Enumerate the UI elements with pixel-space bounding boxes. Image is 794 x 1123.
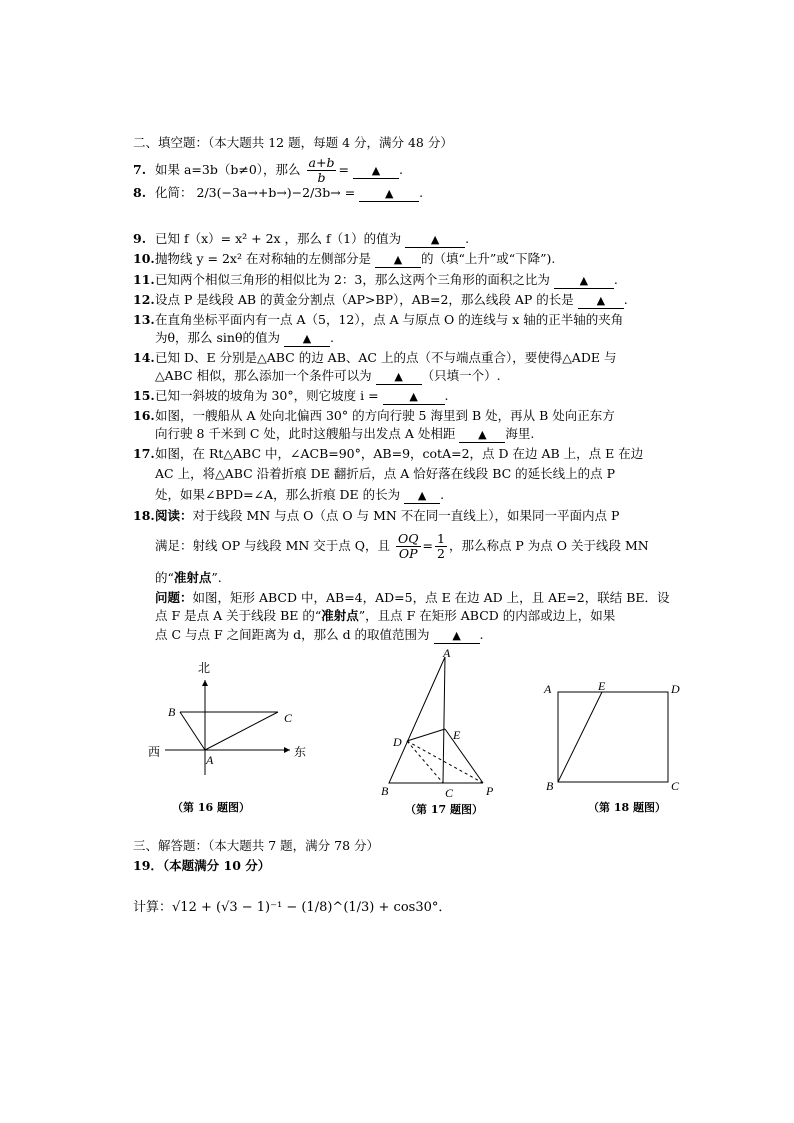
answer-blank[interactable]: ▲ [353,164,399,179]
section-heading-3: 三、解答题：（本大题共 7 题，满分 78 分） [133,838,380,853]
dashed-DC [407,741,443,783]
question-7: 7. 如果 a=3b（b≠0），那么 $\frac{a+b}{b}$ = ▲ . [133,155,403,185]
label-east: 东 [294,745,307,759]
segment-BE [558,692,602,782]
label-A: A [206,753,214,767]
math-expression: √12 + (√3 − 1)⁻¹ − (1/8)^(1/3) + cos30°． [172,900,452,915]
question-14-line2: △ABC 相似，那么添加一个条件可以为 ▲ （只填一个）. [155,368,501,383]
figure-17-caption: （第 17 题图） [405,803,483,816]
label-C: C [671,779,680,793]
fraction: $\frac{1}{2}$ [436,531,445,561]
fraction: $\frac{OQ}{OP}$ [398,531,419,561]
fraction: $\frac{a+b}{b}$ [308,155,335,185]
answer-blank[interactable]: ▲ [554,274,614,289]
question-18-problem-line2: 点 F 是点 A 关于线段 BE 的“准射点”，且点 F 在矩形 ABCD 的内部或边上，如果 [155,608,616,623]
answer-blank[interactable]: ▲ [375,253,421,268]
answer-blank[interactable]: ▲ [376,370,422,385]
question-19: 计算：√12 + (√3 − 1)⁻¹ − (1/8)^(1/3) + cos30°． [133,900,452,915]
question-16: 16.如图，一艘船从 A 处向北偏西 30° 的方向行驶 5 海里到 B 处，再从 B 处向正东方 [133,408,615,423]
label-C: C [445,786,454,800]
label-B: B [546,779,554,793]
question-13-line2: 为θ，那么 sinθ的值为 ▲ . [155,330,334,345]
question-10: 10.抛物线 y = 2x² 在对称轴的左侧部分是 ▲ 的（填“上升”或“下降”). [133,251,556,266]
figure-16 [140,660,320,790]
label-B: B [168,705,176,719]
label-D: D [393,735,402,749]
figure-18 [540,678,690,796]
question-18-problem: 问题：如图，矩形 ABCD 中，AB=4，AD=5，点 E 在边 AD 上，且 AE=2，联结 BE．设 [155,590,670,605]
answer-blank[interactable]: ▲ [578,294,624,309]
answer-blank[interactable]: ▲ [359,187,419,202]
segment-AB [180,712,205,750]
label-C: C [284,711,293,725]
segment-AC [205,712,278,750]
label-A: A [544,682,552,696]
question-18: 18.阅读：对于线段 MN 与点 O（点 O 与 MN 不在同一直线上），如果同一平面内点 P [133,508,620,523]
label-P: P [486,784,494,798]
question-12: 12.设点 P 是线段 AB 的黄金分割点（AP>BP），AB=2，那么线段 AP 的长是 ▲ . [133,292,628,307]
dashed-DP [407,741,483,783]
question-18-line3: 的“准射点”. [155,570,222,585]
answer-blank[interactable]: ▲ [434,629,480,644]
question-17-line3: 处，如果∠BPD=∠A，那么折痕 DE 的长为 ▲ . [155,487,445,502]
figure-17 [375,645,505,800]
question-14: 14.已知 D、E 分别是△ABC 的边 AB、AC 上的点（不与端点重合），要使得△ADE 与 [133,350,617,365]
question-17: 17.如图，在 Rt△ABC 中，∠ACB=90°，AB=9，cotA=2，点 D 在边 AB 上，点 E 在边 [133,446,644,461]
question-8: 8. 化简： 2/3(−3a→+b→)−2/3b→ = ▲ . [133,185,424,200]
answer-blank[interactable]: ▲ [284,332,330,347]
figure-18-caption: （第 18 题图） [588,801,666,814]
label-north: 北 [198,661,211,675]
triangle-ABC [389,657,445,783]
question-18-problem-line3: 点 C 与点 F 之间距离为 d，那么 d 的取值范围为 ▲ . [155,627,484,642]
question-18-line2: 满足：射线 OP 与线段 MN 交于点 Q，且 $\frac{OQ}{OP}$ = $\frac{1}{2}$ ，那么称点 P 为点 O 关于线段 MN [155,531,649,561]
figure-16-caption: （第 16 题图） [172,801,250,814]
answer-blank[interactable]: ▲ [405,233,465,248]
label-E: E [598,679,606,693]
question-16-line2: 向行驶 8 千米到 C 处，此时这艘船与出发点 A 处相距 ▲ 海里. [155,426,535,441]
question-11: 11.已知两个相似三角形的相似比为 2：3，那么这两个三角形的面积之比为 ▲ . [133,272,618,287]
question-17-line2: AC 上，将△ABC 沿着折痕 DE 翻折后，点 A 恰好落在线段 BC 的延长线上的点 P [155,466,616,481]
label-D: D [671,682,680,696]
question-9: 9. 已知 f（x）= x² + 2x ，那么 f（1）的值为 ▲ . [133,231,470,246]
answer-blank[interactable]: ▲ [404,489,440,504]
segment-EP [445,729,483,783]
label-A: A [443,646,451,660]
question-19-heading: 19．（本题满分 10 分） [133,858,271,873]
question-13: 13.在直角坐标平面内有一点 A（5，12），点 A 与原点 O 的连线与 x 轴的正半轴的夹角 [133,312,624,327]
question-15: 15.已知一斜坡的坡角为 30°，则它坡度 i = ▲ . [133,388,449,403]
rectangle-ABCD [558,692,668,782]
section-heading: 二、填空题：（本大题共 12 题，每题 4 分，满分 48 分） [133,135,453,150]
label-B: B [381,784,389,798]
answer-blank[interactable]: ▲ [383,390,445,405]
label-west: 西 [148,745,161,759]
math-expression: 2/3(−3a→+b→)−2/3b→ = [196,185,356,200]
answer-blank[interactable]: ▲ [459,428,505,443]
label-E: E [453,728,461,742]
